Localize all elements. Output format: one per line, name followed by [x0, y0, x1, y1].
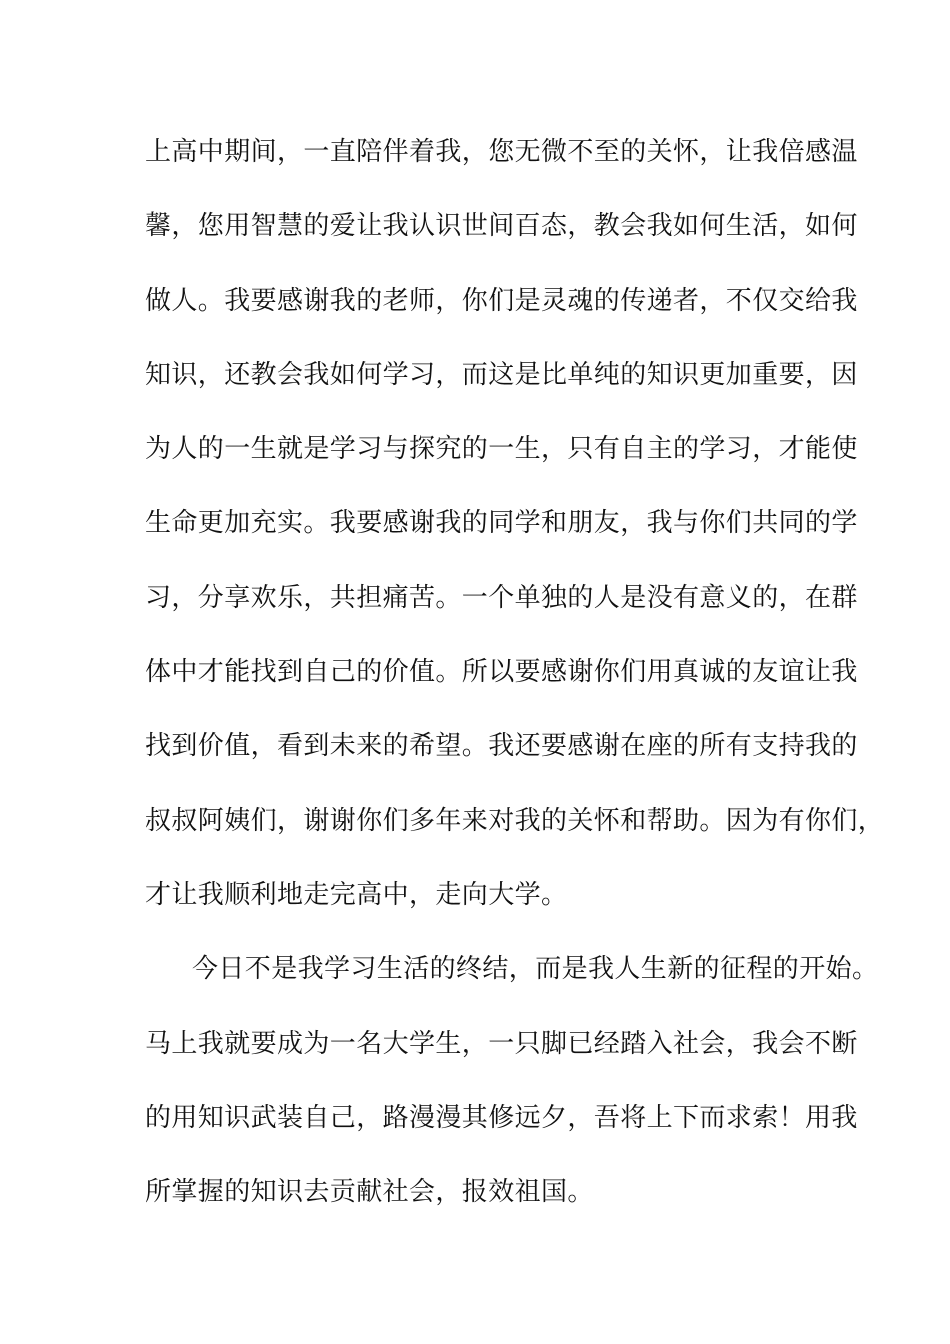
- document-body: [145, 134, 885, 1248]
- text-line: 叔叔阿姨们，谢谢你们多年来对我的关怀和帮助。因为有你们，: [145, 805, 885, 836]
- text-line: 馨，您用智慧的爱让我认识世间百态，教会我如何生活，如何: [145, 211, 858, 242]
- text-line: 做人。我要感谢我的老师，你们是灵魂的传递者，不仅交给我: [145, 285, 858, 316]
- text-line: 的用知识武装自己，路漫漫其修远夕，吾将上下而求索！用我: [145, 1102, 858, 1133]
- text-line: 所掌握的知识去贡献社会，报效祖国。: [145, 1177, 594, 1208]
- text-line: 体中才能找到自己的价值。所以要感谢你们用真诚的友谊让我: [145, 657, 858, 688]
- text-line: 习，分享欢乐，共担痛苦。一个单独的人是没有意义的，在群: [145, 582, 858, 613]
- text-line: 找到价值，看到未来的希望。我还要感谢在座的所有支持我的: [145, 731, 858, 762]
- text-line: 知识，还教会我如何学习，而这是比单纯的知识更加重要，因: [145, 359, 858, 390]
- text-line: 上高中期间，一直陪伴着我，您无微不至的关怀，让我倍感温: [145, 137, 858, 167]
- text-line: 马上我就要成为一名大学生，一只脚已经踏入社会，我会不断: [145, 1028, 858, 1059]
- text-line: 为人的一生就是学习与探究的一生，只有自主的学习，才能使: [145, 434, 858, 465]
- text-line: 生命更加充实。我要感谢我的同学和朋友，我与你们共同的学: [145, 508, 858, 539]
- text-line: 才让我顺利地走完高中，走向大学。: [145, 879, 568, 910]
- paragraph-first-line: 今日不是我学习生活的终结，而是我人生新的征程的开始。: [192, 954, 879, 985]
